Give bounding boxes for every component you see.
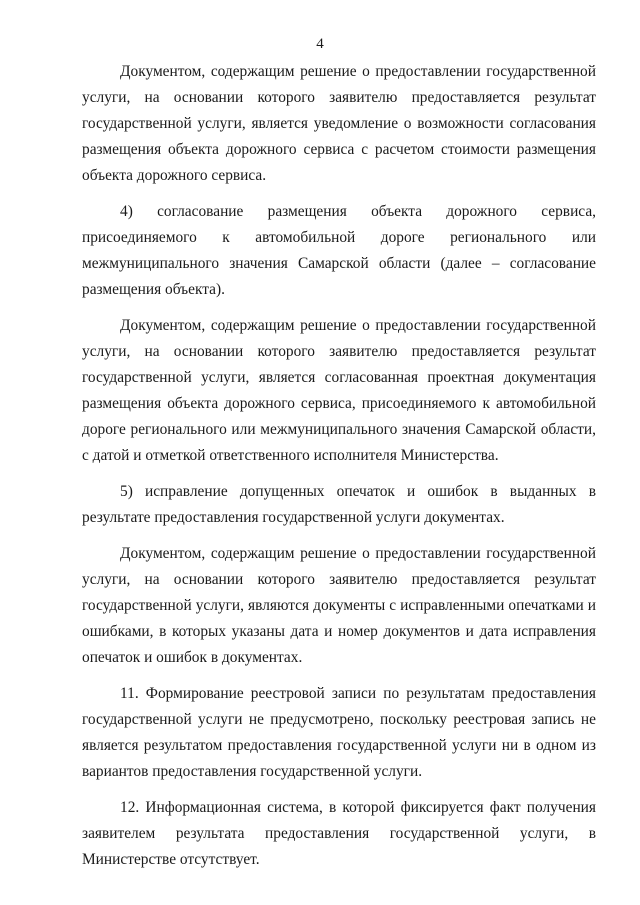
paragraph-item-12-info-system: 12. Информационная система, в которой фиксируется факт получения заявителем результата предоставления государственной услуги, в Министерстве отсутствует. xyxy=(82,799,596,868)
paragraph-item-5-corrections: 5) исправление допущенных опечаток и ошибок в выданных в результате предоставления государственной услуги документах. xyxy=(82,483,596,526)
paragraph-result-approved-docs: Документом, содержащим решение о предоставлении государственной услуги, на основании которого заявителю предоставляется результат государственной услуги, является согласованная проектная документация размещения объекта дорожного сервиса, присоединяемого к автомобильной дороге регионального или межмуниципального значения Самарской области, с датой и отметкой ответственного исполнителя Министерства. xyxy=(82,317,596,464)
paragraph-item-11-registry: 11. Формирование реестровой записи по результатам предоставления государственной услуги не предусмотрено, поскольку реестровая запись не является результатом предоставления государственной услуги ни в одном из вариантов предоставления государственной услуги. xyxy=(82,685,596,780)
document-body xyxy=(82,59,596,873)
page-number: 4 xyxy=(316,36,324,52)
paragraph-item-4-approval: 4) согласование размещения объекта дорожного сервиса, присоединяемого к автомобильной дороге регионального или межмуниципального значения Самарской области (далее – согласование размещения объекта). xyxy=(82,203,596,298)
paragraph-result-notification: Документом, содержащим решение о предоставлении государственной услуги, на основании которого заявителю предоставляется результат государственной услуги, является уведомление о возможности согласования размещения объекта дорожного сервиса с расчетом стоимости размещения объекта дорожного сервиса. xyxy=(82,63,596,184)
paragraph-result-corrected-docs: Документом, содержащим решение о предоставлении государственной услуги, на основании которого заявителю предоставляется результат государственной услуги, являются документы с исправленными опечатками и ошибками, в которых указаны дата и номер документов и дата исправления опечаток и ошибок в документах. xyxy=(82,545,596,666)
